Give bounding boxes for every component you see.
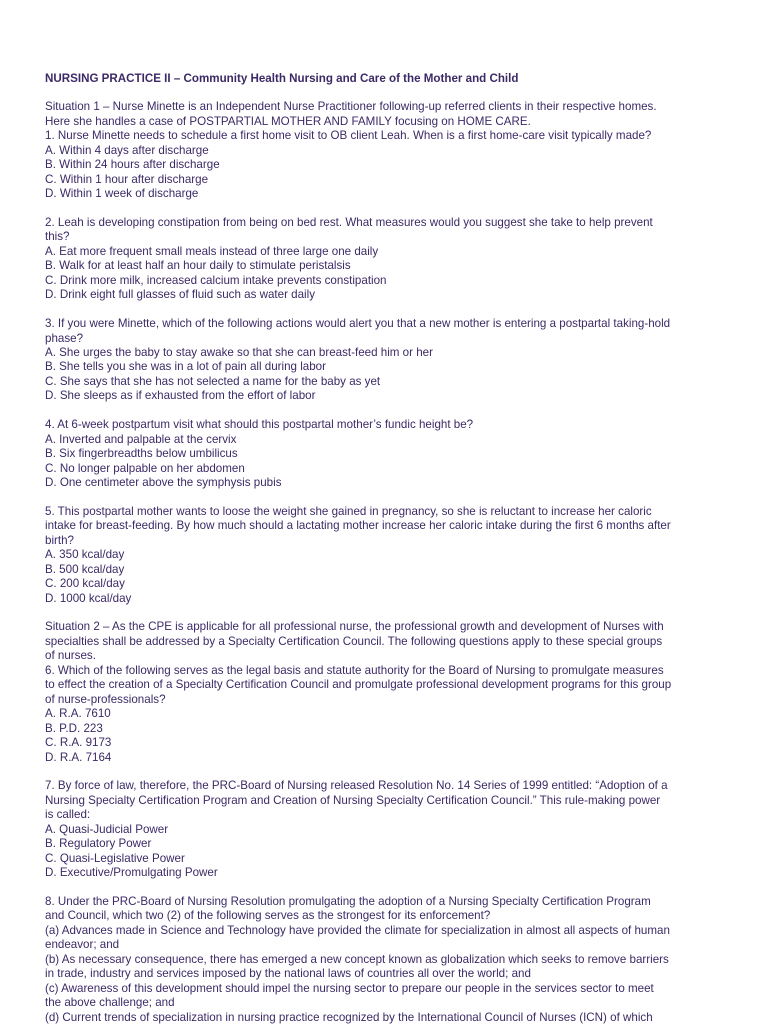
question-block — [45, 317, 730, 404]
text-line: (c) Awareness of this development should impel the nursing sector to prepare our people in the services sector to meet — [45, 981, 654, 995]
text-line: (d) Current trends of specialization in nursing practice recognized by the International Council of Nurses (ICN) of which — [45, 1010, 653, 1024]
text-line: this? — [45, 230, 70, 244]
question-block — [45, 100, 730, 201]
text-line: and Council, which two (2) of the following serves as the strongest for its enforcement? — [45, 909, 491, 923]
question-block — [45, 779, 730, 880]
text-line: phase? — [45, 331, 84, 345]
text-line: B. Six fingerbreadths below umbilicus — [45, 447, 238, 461]
text-line: C. Within 1 hour after discharge — [45, 172, 209, 186]
text-line: specialties shall be addressed by a Specialty Certification Council. The following questions apply to these special groups — [45, 634, 663, 648]
question-block — [45, 418, 730, 490]
text-line: D. Executive/Promulgating Power — [45, 866, 218, 880]
question-blocks — [45, 100, 730, 1025]
text-line: 1. Nurse Minette needs to schedule a first home visit to OB client Leah. When is a first home-care visit typically made? — [45, 129, 652, 143]
text-line: Situation 2 – As the CPE is applicable for all professional nurse, the professional growth and development of Nurses with — [45, 620, 664, 634]
text-line: intake for breast-feeding. By how much should a lactating mother increase her caloric intake during the first 6 months after — [45, 519, 671, 533]
text-line: 2. Leah is developing constipation from being on bed rest. What measures would you suggest she take to help prevent — [45, 216, 653, 230]
text-line: C. Quasi-Legislative Power — [45, 851, 185, 865]
text-line: 5. This postpartal mother wants to loose the weight she gained in pregnancy, so she is reluctant to increase her caloric — [45, 504, 652, 518]
text-line: birth? — [45, 533, 75, 547]
text-line: A. Inverted and palpable at the cervix — [45, 432, 237, 446]
text-line: C. Drink more milk, increased calcium intake prevents constipation — [45, 273, 387, 287]
text-line: D. 1000 kcal/day — [45, 591, 132, 605]
text-line: D. Drink eight full glasses of fluid such as water daily — [45, 288, 315, 302]
text-line: 3. If you were Minette, which of the following actions would alert you that a new mother is entering a postpartal taking-hold — [45, 317, 671, 331]
text-line: is called: — [45, 808, 91, 822]
text-line: A. Quasi-Judicial Power — [45, 822, 169, 836]
question-block — [45, 216, 730, 303]
text-line: D. One centimeter above the symphysis pubis — [45, 476, 282, 490]
text-line: A. Within 4 days after discharge — [45, 143, 209, 157]
question-block — [45, 895, 730, 1025]
question-block — [45, 620, 730, 765]
document-page — [45, 72, 730, 1025]
text-line: Here she handles a case of POSTPARTIAL MOTHER AND FAMILY focusing on HOME CARE. — [45, 114, 531, 128]
text-line: 7. By force of law, therefore, the PRC-Board of Nursing released Resolution No. 14 Series of 1999 entitled: “Adoption of a — [45, 779, 668, 793]
text-line: C. R.A. 9173 — [45, 736, 112, 750]
question-block — [45, 505, 730, 606]
text-line: (a) Advances made in Science and Technology have provided the climate for specialization in almost all aspects of human — [45, 923, 670, 937]
text-line: B. Regulatory Power — [45, 837, 152, 851]
text-line: A. She urges the baby to stay awake so that she can breast-feed him or her — [45, 346, 433, 360]
text-line: of nurses. — [45, 649, 96, 663]
text-line: B. Within 24 hours after discharge — [45, 158, 220, 172]
document-title: NURSING PRACTICE II – Community Health Nursing and Care of the Mother and Child — [45, 72, 519, 85]
text-line: B. P.D. 223 — [45, 721, 103, 735]
text-line: Situation 1 – Nurse Minette is an Independent Nurse Practitioner following-up referred clients in their respective homes. — [45, 100, 657, 114]
text-line: of nurse-professionals? — [45, 692, 166, 706]
text-line: in trade, industry and services imposed by the national laws of countries all over the world; and — [45, 967, 531, 981]
text-line: D. Within 1 week of discharge — [45, 187, 199, 201]
text-line: C. She says that she has not selected a name for the baby as yet — [45, 374, 381, 388]
text-line: (b) As necessary consequence, there has emerged a new concept known as globalization which seeks to remove barriers — [45, 952, 669, 966]
text-line: A. Eat more frequent small meals instead of three large one daily — [45, 244, 379, 258]
text-line: A. R.A. 7610 — [45, 707, 111, 721]
text-line: A. 350 kcal/day — [45, 548, 125, 562]
text-line: B. She tells you she was in a lot of pain all during labor — [45, 360, 326, 374]
text-line: 6. Which of the following serves as the legal basis and statute authority for the Board of Nursing to promulgate measures — [45, 663, 664, 677]
text-line: C. 200 kcal/day — [45, 577, 125, 591]
text-line: D. R.A. 7164 — [45, 750, 112, 764]
text-line: C. No longer palpable on her abdomen — [45, 461, 245, 475]
text-line: 4. At 6-week postpartum visit what should this postpartal mother’s fundic height be? — [45, 418, 474, 432]
text-line: endeavor; and — [45, 938, 120, 952]
text-line: 8. Under the PRC-Board of Nursing Resolution promulgating the adoption of a Nursing Specialty Certification Program — [45, 894, 651, 908]
text-line: B. 500 kcal/day — [45, 562, 125, 576]
text-line: the above challenge; and — [45, 996, 175, 1010]
text-line: to effect the creation of a Specialty Certification Council and promulgate professional development programs for this group — [45, 678, 672, 692]
text-line: B. Walk for at least half an hour daily to stimulate peristalsis — [45, 259, 351, 273]
text-line: Nursing Specialty Certification Program and Creation of Nursing Specialty Certification Council.” This rule-making power — [45, 793, 661, 807]
text-line: D. She sleeps as if exhausted from the effort of labor — [45, 389, 316, 403]
